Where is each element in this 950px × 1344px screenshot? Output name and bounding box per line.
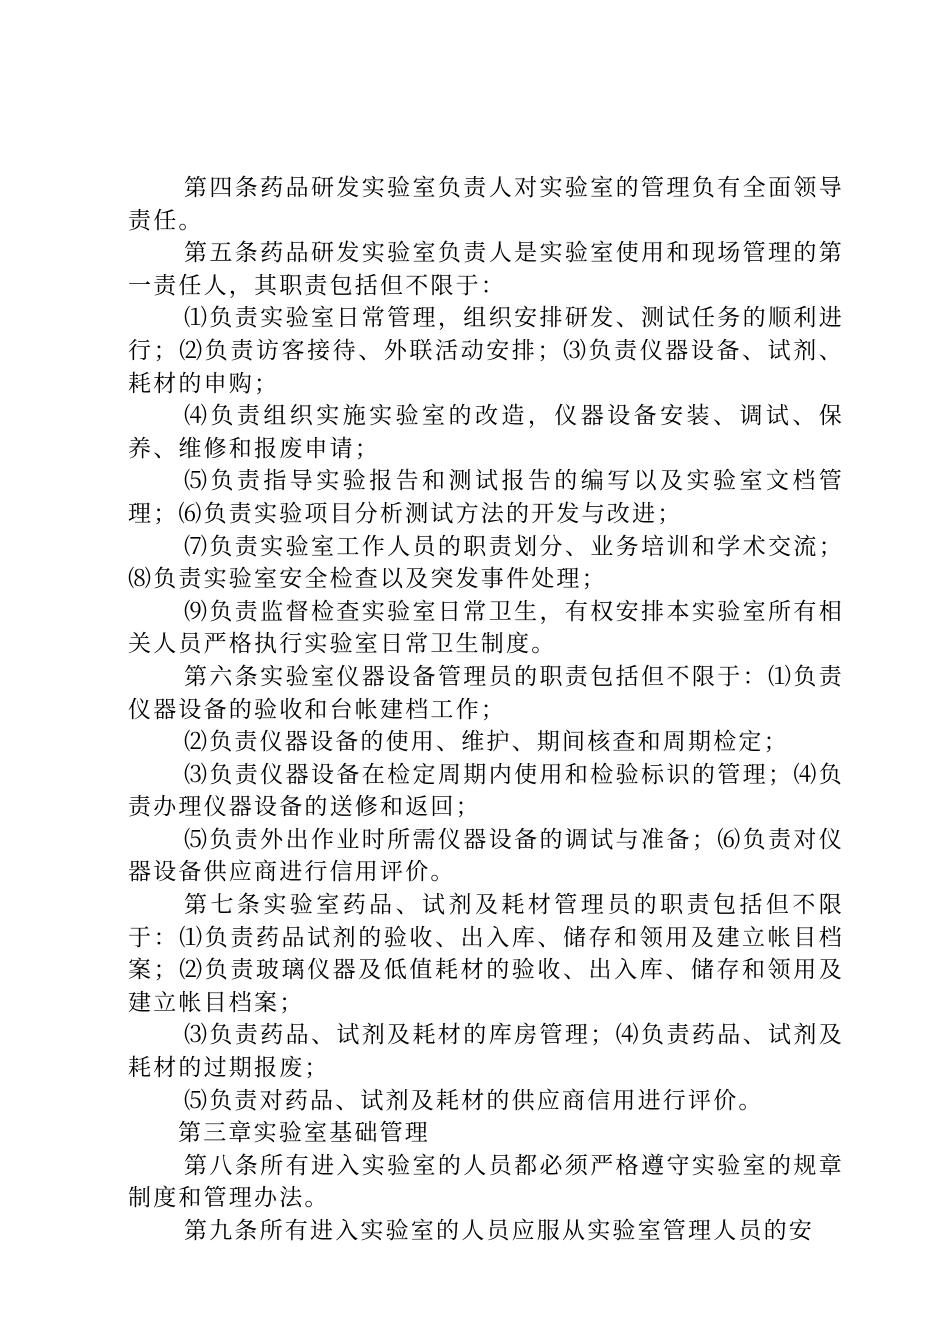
article-5-paragraph: 第五条药品研发实验室负责人是实验室使用和现场管理的第一责任人，其职责包括但不限于： (128, 240, 844, 299)
article-4-paragraph: 第四条药品研发实验室负责人对实验室的管理负有全面领导责任。 (128, 175, 844, 234)
article-6-item-3-4: ⑶负责仪器设备在检定周期内使用和检验标识的管理；⑷负责办理仪器设备的送修和返回； (128, 761, 844, 821)
article-6-paragraph: 第六条实验室仪器设备管理员的职责包括但不限于：⑴负责仪器设备的验收和台帐建档工作； (128, 663, 844, 723)
article-7-paragraph: 第七条实验室药品、试剂及耗材管理员的职责包括但不限于：⑴负责药品试剂的验收、出入库、储存和领用及建立帐目档案；⑵负责玻璃仪器及低值耗材的验收、出入库、储存和领用及建立帐目档案； (128, 892, 844, 1016)
article-6-item-2: ⑵负责仪器设备的使用、维护、期间核查和周期检定； (184, 729, 789, 756)
article-5-item-7-8: ⑺负责实验室工作人员的职责划分、业务培训和学术交流；⑻负责实验室安全检查以及突发事件处理； (128, 533, 844, 593)
article-5-item-1-3: ⑴负责实验室日常管理，组织安排研发、测试任务的顺利进行；⑵负责访客接待、外联活动安排；⑶负责仪器设备、试剂、耗材的申购； (128, 305, 844, 397)
article-6-item-5-6: ⑸负责外出作业时所需仪器设备的调试与准备；⑹负责对仪器设备供应商进行信用评价。 (128, 826, 844, 886)
article-7-item-3-4: ⑶负责药品、试剂及耗材的库房管理；⑷负责药品、试剂及耗材的过期报废； (128, 1022, 844, 1082)
article-8-paragraph: 第八条所有进入实验室的人员都必须严格遵守实验室的规章制度和管理办法。 (128, 1152, 844, 1212)
article-5-item-5-6: ⑸负责指导实验报告和测试报告的编写以及实验室文档管理；⑹负责实验项目分析测试方法的开发与改进； (128, 468, 844, 527)
article-5-item-4: ⑷负责组织实施实验室的改造，仪器设备安装、调试、保养、维修和报废申请； (128, 403, 844, 462)
document-body (128, 172, 844, 1248)
article-5-item-9: ⑼负责监督检查实验室日常卫生，有权安排本实验室所有相关人员严格执行实验室日常卫生制度。 (128, 598, 844, 658)
article-7-item-5: ⑸负责对药品、试剂及耗材的供应商信用进行评价。 (184, 1087, 764, 1114)
article-9-paragraph: 第九条所有进入实验室的人员应服从实验室管理人员的安 (184, 1218, 814, 1244)
chapter-3-heading: 第三章实验室基础管理 (178, 1120, 430, 1147)
